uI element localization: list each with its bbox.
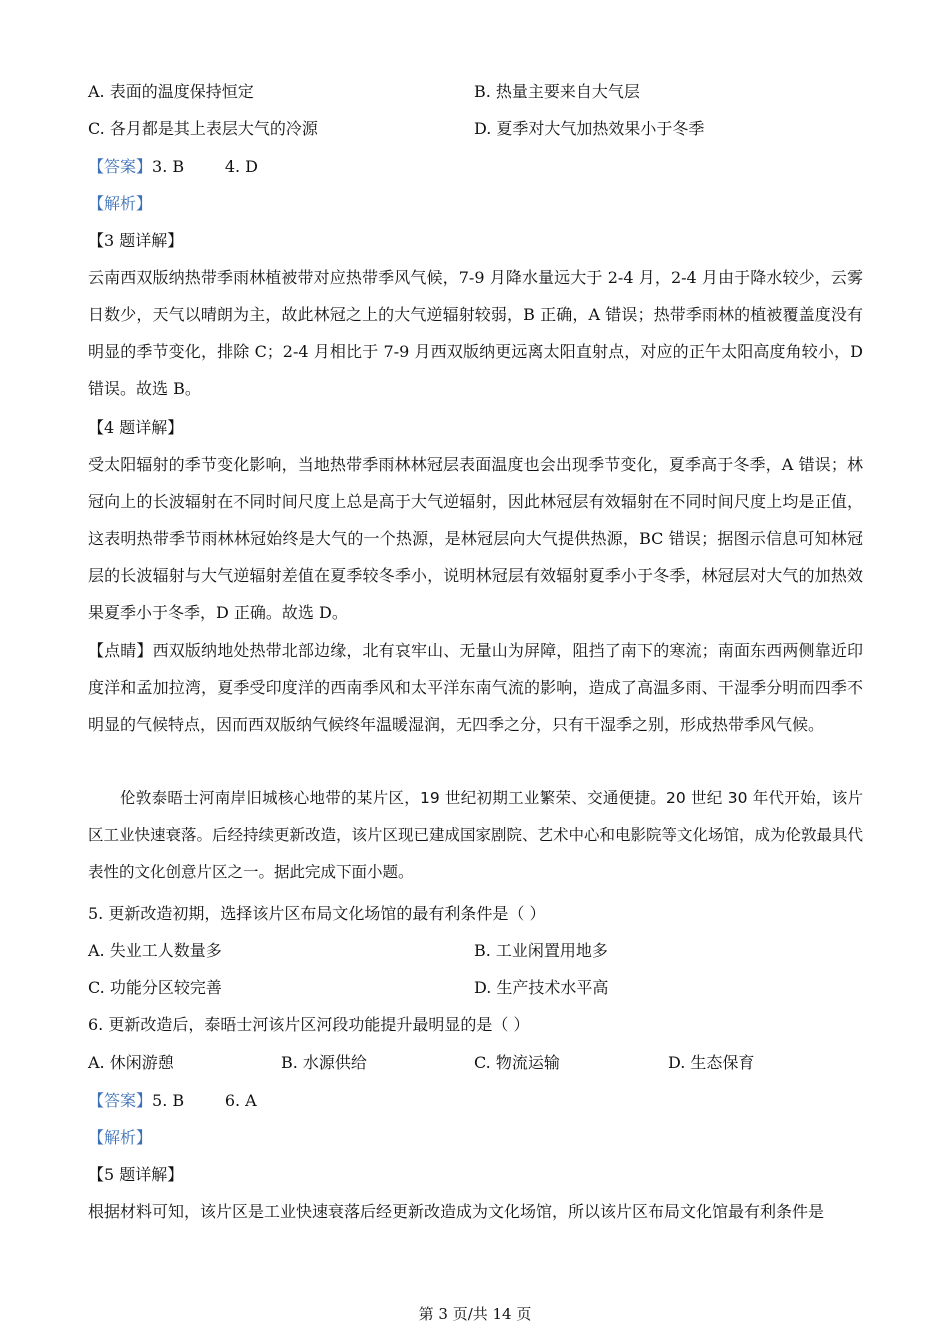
q5-option-d: D. 生产技术水平高 — [474, 978, 609, 997]
answer-text: 3. B 4. D — [152, 157, 258, 176]
q6-option-c: C. 物流运输 — [474, 1053, 560, 1072]
q5-option-a: A. 失业工人数量多 — [88, 941, 222, 960]
analysis-tag: 【解析】 — [88, 194, 153, 213]
answer2-text: 5. B 6. A — [152, 1091, 257, 1110]
answer2-line — [88, 1091, 257, 1111]
q3-explanation: 云南西双版纳热带季雨林植被带对应热带季风气候，7-9 月降水量远大于 2-4 月，2-4 月由于降水较少，云雾日数少，天气以晴朗为主，故此林冠之上的大气逆辐射较弱，B 正确，A 错误；热带季雨林的植被覆盖度没有明显的季节变化，排除 C；2-4 月相比于 7-9 月西双版纳更远离太阳直射点，对应的正午太阳高度角较小，D 错误。故选 B。 — [88, 268, 863, 398]
tip-paragraph: 【点睛】西双版纳地处热带北部边缘，北有哀牢山、无量山为屏障，阻挡了南下的寒流；南面东西两侧靠近印度洋和孟加拉湾，夏季受印度洋的西南季风和太平洋东南气流的影响，造成了高温多雨、干湿季分明而四季不明显的气候特点，因而西双版纳气候终年温暖湿润，无四季之分，只有干湿季之别，形成热带季风气候。 — [88, 641, 863, 734]
analysis2-tag: 【解析】 — [88, 1128, 153, 1147]
q4-explanation: 受太阳辐射的季节变化影响，当地热带季雨林林冠层表面温度也会出现季节变化，夏季高于冬季，A 错误；林冠向上的长波辐射在不同时间尺度上总是高于大气逆辐射，因此林冠层有效辐射在不同时间尺度上均是正值，这表明热带季节雨林林冠始终是大气的一个热源，是林冠层向大气提供热源，BC 错误；据图示信息可知林冠层的长波辐射与大气逆辐射差值在夏季较冬季小，说明林冠层有效辐射夏季小于冬季，林冠层对大气的加热效果夏季小于冬季，D 正确。故选 D。 — [88, 455, 863, 622]
option-d: D. 夏季对大气加热效果小于冬季 — [474, 119, 705, 138]
q5-option-c: C. 功能分区较完善 — [88, 978, 222, 997]
q5-explanation: 根据材料可知，该片区是工业快速衰落后经更新改造成为文化场馆，所以该片区布局文化馆最有利条件是 — [88, 1202, 825, 1221]
q3-title: 【3 题详解】 — [88, 231, 184, 250]
q5-option-b: B. 工业闲置用地多 — [474, 941, 608, 960]
q5-stem: 5. 更新改造初期，选择该片区布局文化场馆的最有利条件是（ ） — [88, 904, 546, 923]
material-paragraph: 伦敦泰晤士河南岸旧城核心地带的某片区，19 世纪初期工业繁荣、交通便捷。20 世纪 30 年代开始，该片区工业快速衰落。后经持续更新改造，该片区现已建成国家剧院、艺术中心和电影院等文化场馆，成为伦敦最具代表性的文化创意片区之一。据此完成下面小题。 — [88, 789, 864, 881]
option-b: B. 热量主要来自大气层 — [474, 82, 640, 101]
answer-tag: 【答案】 — [88, 157, 153, 176]
page-footer: 第 3 页/共 14 页 — [418, 1305, 532, 1323]
q6-option-a: A. 休闲游憩 — [88, 1053, 174, 1072]
answer-line — [88, 157, 258, 177]
q6-option-d: D. 生态保育 — [668, 1053, 755, 1072]
answer2-tag: 【答案】 — [88, 1091, 153, 1110]
q6-stem: 6. 更新改造后，泰晤士河该片区河段功能提升最明显的是（ ） — [88, 1015, 530, 1034]
option-c: C. 各月都是其上表层大气的冷源 — [88, 119, 318, 138]
option-a: A. 表面的温度保持恒定 — [88, 82, 254, 101]
q4-title: 【4 题详解】 — [88, 418, 184, 437]
q5-title: 【5 题详解】 — [88, 1165, 184, 1184]
q6-option-b: B. 水源供给 — [281, 1053, 367, 1072]
